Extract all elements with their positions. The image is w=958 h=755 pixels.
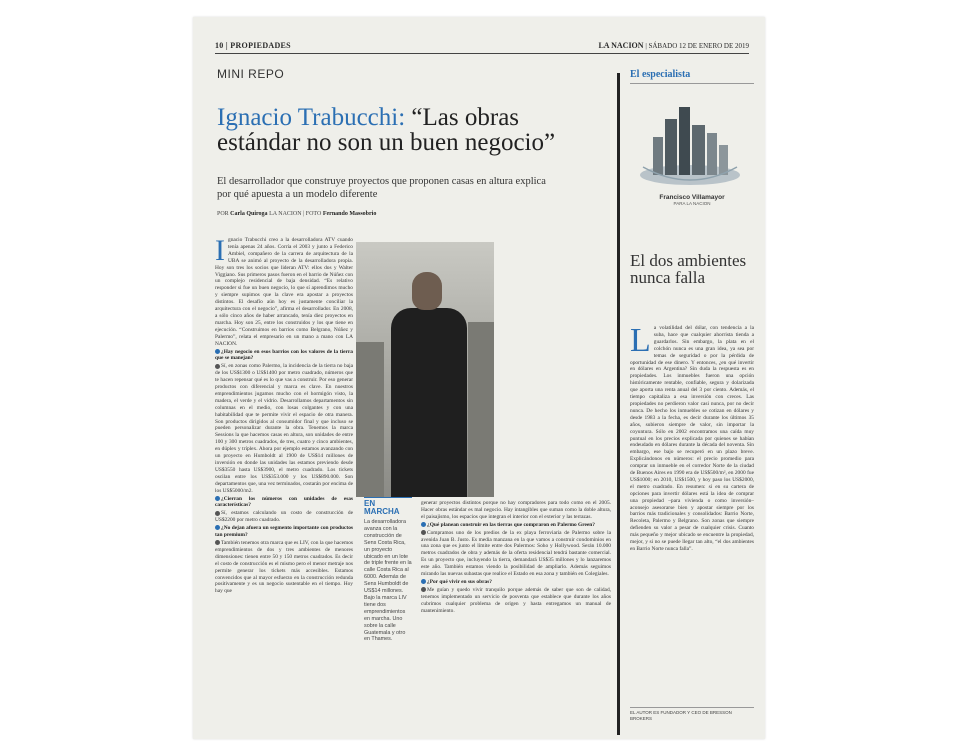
question-1: ¿Hay negocio en esos barrios con los valores de la tierra que se manejan? (215, 348, 353, 362)
headline (217, 105, 587, 155)
byline-author: Carla Quiroga (230, 211, 268, 217)
background-building (468, 322, 494, 497)
column-author (630, 194, 754, 206)
answer-1: Sí, en zonas como Palermo, la incidencia de la tierra no baja de los US$1300 o US$1400 por metro cuadrado, números que te hacen repensar qué es lo que vas a construir. Por eso generar productos con diferencial y marca es clave. En nuestros emprendimientos jugamos mucho con el hormigón visto, la madera, el verde y el vidrio. Desarrollamos departamentos sin columnas en el medio, con losas colgantes y con una habitabilidad que te permite vivir el espacio de otra manera. Son productos dirigidos al consumidor final y que incluso se pueden personalizar durante la obra. Tenemos la marca Sessions la que hacemos casas en altura, son unidades de entre 100 y 300 metros cuadrados, de tres, cuatro y cinco ambientes, en dúplex y tríplex. Ahora por ejemplo estamos avanzando con un proyecto en Humboldt al 1900 de US$14 millones de inversión en donde las unidades las estamos previendo desde US$3550 hasta US$3900, el metro cuadrado. Los tickets oscilan entre los US$353.000 y los US$890.000. Son departamentos que, una vez terminados, costarán por encima de los US$5000/m2. (215, 363, 353, 494)
column-title: El dos ambientes nunca falla (630, 251, 747, 287)
newspaper-page (193, 17, 765, 739)
en-marcha-body: La desarrolladora avanza con la construcción de Sens Costa Rica, un proyecto ubicado en un lote de triple frente en la calle Costa Rica al 6000. Además de Sens Humboldt de US$14 millones. Bajo la marca LIV tiene dos emprendimientos en marcha. Uno sobre la calle Guatemala y otro en Thames. (364, 519, 412, 643)
issue-date: SÁBADO 12 DE ENERO DE 2019 (648, 42, 749, 50)
byline: POR Carla Quiroga LA NACION | FOTO Fernando Massobrio (217, 211, 377, 217)
en-marcha-box (364, 497, 412, 643)
question-2: ¿Cierran los números con unidades de esas características? (215, 495, 353, 509)
question-icon (421, 579, 426, 584)
answer-icon (215, 511, 220, 516)
headline-name: Ignacio Trabucchi: (217, 104, 406, 131)
dek: El desarrollador que construye proyectos que proponen casas en altura explica por qué apuesta a un modelo diferente (217, 176, 546, 200)
answer-icon (215, 540, 220, 545)
specialist-rule (630, 83, 754, 84)
answer-3: También tenemos otra marca que es LIV, con la que hacemos emprendimientos de dos y tres ambientes de menores dimensiones: tienen entre 50 y 150 metros cuadrados. Es decir el costo de construcción es el mismo pero el menor metraje nos permite generar los tickets más accesibles. Estamos convencidos que al mayor esfuerzo en la construcción redunda positivamente y es un negocio sustentable en el tiempo. Hoy hay que (215, 539, 353, 595)
column-text: a volatilidad del dólar, con tendencia a la suba, hace que cualquier ahorrista tienda a guardarlos. Sin embargo, la plata en el colchón nunca es una gran idea, ya sea por temas de seguridad o por la pérdida de oportunidad de ese dinero. Y entonces, ¿en qué invertir en dólares en Argentina? Sin duda la respuesta es en propiedades. Los inmuebles fueron una opción históricamente rentable, confiable, segura y dolarizada que aporta una renta anual del 3 por ciento. Además, el tiempo capitaliza a esa inversión con creces. Las propiedades no perdieron valor casi nunca, por no decir nunca. De hecho los inmuebles se cotizan en dólares y desde 1983 a la fecha, es decir durante los últimos 35 años, subieron siempre de valor, sin importar la coyuntura. Sólo en 2002 encontramos una caída muy puntual en los precios explicada por quienes se habían endeudado en dólares durante la década del noventa. Sin embargo, ese bajo se recuperó en un plazo breve. Explicándonos en números: el precio promedio para comprar un inmueble en el corredor Norte de la ciudad de Buenos Aires en 1990 era de US$500/m², en 2000 fue US$1000; en 2010, US$1500, y hoy paso los US$2000, el metro cuadrado. En resumen: si en su cartera de opciones para invertir dólares está la idea de comprar una propiedad –para vivienda o como inversión– aconsejo asesorarse bien y apostar siempre por los barrios más tradicionales y consolidados: Barrio Norte, Recoleta, Palermo y Belgrano. Son zonas que siempre defienden su valor a pesar de cualquier crisis. Cuanto más pequeño y mejor ubicado se encuentre la propiedad, mejor, y si no se puede llegar tan alto, “el dos ambientes en Barrio Norte nunca falla”. (630, 325, 754, 552)
headline-quote: “Las obras estándar no son un buen negocio” (217, 104, 556, 156)
article-column-3 (421, 500, 611, 736)
page-number: 10 (215, 41, 224, 50)
background-building (356, 342, 384, 497)
answer-icon (215, 364, 220, 369)
article-dropcap: I (215, 237, 225, 267)
article-intro: gnacio Trabucchi creo a la desarrolladora ATV cuando tenía apenas 24 años. Corría el 2003 y junto a Federico Ambiel, compañero de la carrera de arquitectura de la UBA se animó al proyecto de la desarrolladora propia. Hoy son tres los socios que lideran ATV: ellos dos y Walter Viggiano. Sus primeros pasos fueron en el barrio de Núñez con un complejo residencial de baja densidad. “Es relativo responder si fue un buen negocio, lo que sí aprendimos mucho y siempre supimos que la clave era apostar a proyectos distintos. El desafío aún hoy es justamente conciliar la arquitectura con el negocio”, afirma el desarrollador. En 2008, a sólo cinco años de haber arrancado, tenía diez proyectos en marcha. Hoy son 25, entre los construidos y los que tiene en ejecución. “Construimos en barrios como Belgrano, Núñez y Palermo”, relata el empresario en un mano a mano con LA NACION. (215, 237, 353, 347)
answer-3-continued: generar proyectos distintos porque no hay compradores para todo como en el 2005. Hacer obras estándar es mal negocio. Hay intangibles que suman como la doble altura, el paisajismo, los espacios que integran el interior con el exterior y las terrazas. (421, 500, 611, 520)
byline-photographer: Fernando Massobrio (322, 211, 377, 217)
column-divider (617, 73, 620, 735)
article-column-1 (215, 237, 353, 737)
column-author-outlet: PARA LA NACION (673, 201, 711, 206)
kicker: MINI REPO (217, 67, 285, 81)
city-illustration (635, 97, 745, 189)
answer-icon (421, 587, 426, 592)
column-body (630, 325, 754, 699)
answer-5: Me guían y quedo vivir tranquilo porque además de saber que son de calidad, tenemos implementado un servicio de posventa que establece que durante los años cubrimos cualquier problema de origen y hasta entregamos un manual de mantenimiento. (421, 586, 611, 614)
question-icon (215, 496, 220, 501)
question-icon (215, 525, 220, 530)
question-icon (215, 349, 220, 354)
answer-2: Sí, estamos calculando un costo de construcción de US$2200 por metro cuadrado. (215, 510, 353, 524)
question-5: ¿Por qué vivir en sus obras? (427, 578, 492, 585)
page-header-right: LA NACION | SÁBADO 12 DE ENERO DE 2019 (598, 41, 749, 50)
portrait-photo (356, 242, 494, 497)
section-name: PROPIEDADES (230, 41, 291, 50)
header-rule (215, 53, 749, 54)
page-header-left: 10 | PROPIEDADES (215, 41, 291, 50)
column-dropcap: L (630, 325, 651, 359)
question-3: ¿No dejan afuera un segmento importante con productos tan premium? (215, 525, 353, 539)
column-footer: EL AUTOR ES FUNDADOR Y CEO DE BRESSON BROKERS (630, 707, 754, 722)
answer-4: Compramos uno de los predios de la ex playa ferroviaria de Palermo sobre la avenida Juan B. Justo. Es media manzana en la que vamos a construir condominios en una zona que es junto el límite entre dos Palermos: Soho y Hollywood. Serán 10.000 metros cuadrados de obra y además de la oferta residencial tendrá bastante comercial. Es un proyecto que, incluyendo la tierra, demandará US$35 millones y lo lanzaremos este año. También estamos viendo la posibilidad de ampliarlo. Además seguimos mirando las nuevas subastas que realice el Estado en esa zona y también en Colegiales. (421, 529, 611, 578)
newspaper-name: LA NACION (598, 41, 644, 50)
specialist-label: El especialista (630, 69, 691, 80)
column-author-name: Francisco Villamayor (659, 194, 725, 201)
answer-icon (421, 530, 426, 535)
person-head (412, 272, 442, 310)
en-marcha-title: EN MARCHA (364, 497, 412, 516)
question-icon (421, 522, 426, 527)
person-figure (391, 308, 467, 497)
question-4: ¿Qué planean construir en las tierras que compraron en Palermo Green? (427, 521, 595, 528)
